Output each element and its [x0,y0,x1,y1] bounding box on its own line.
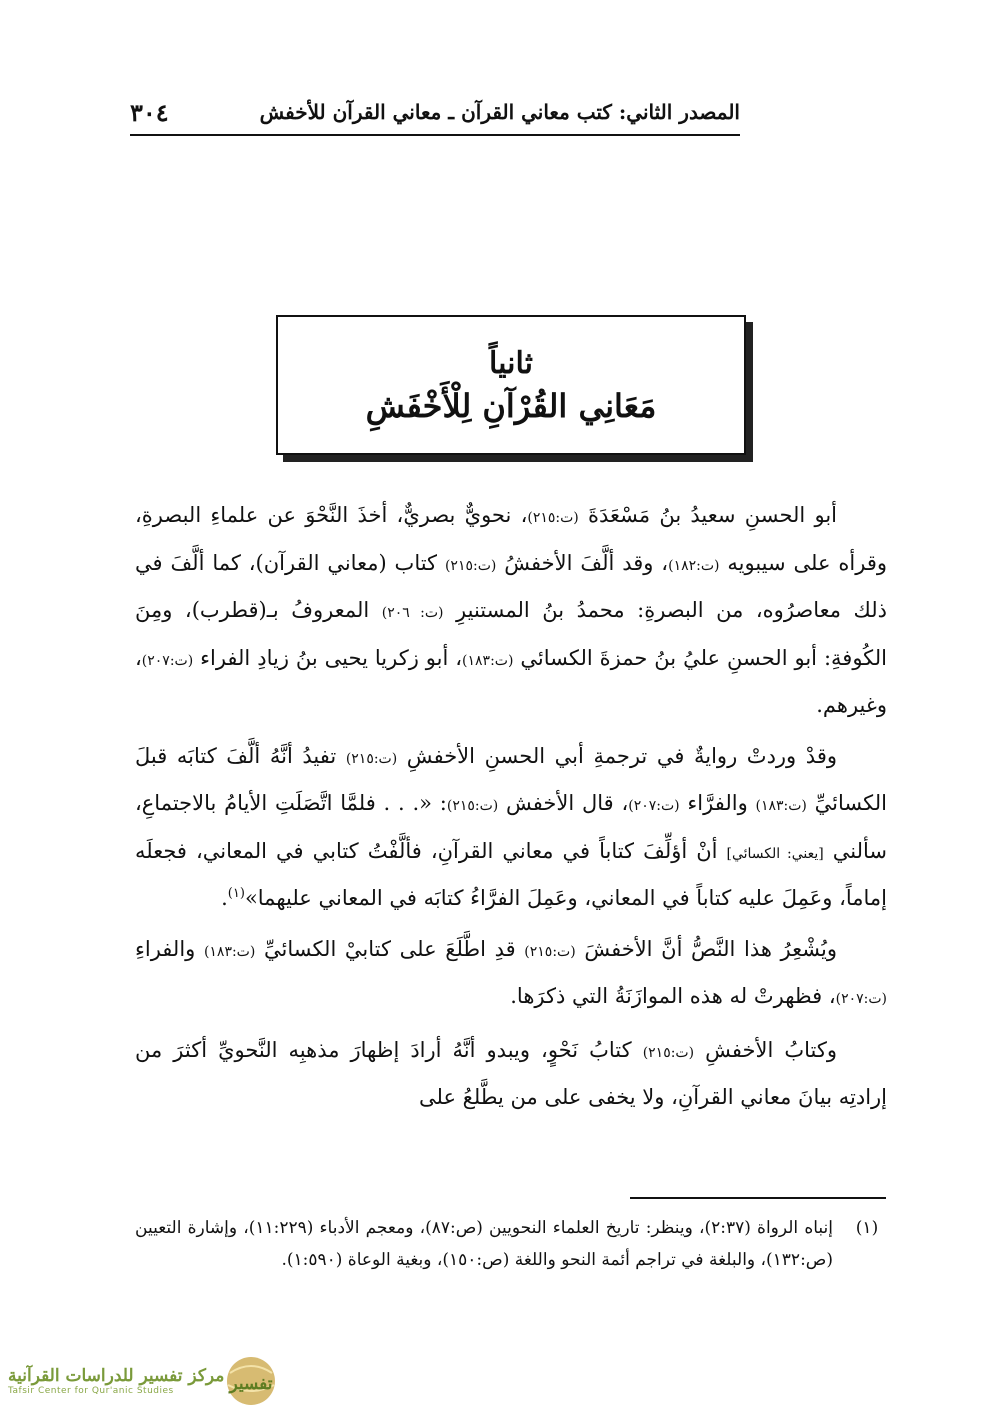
text-run: ، أبو زكريا يحيى بنُ زيادِ الفراء [193,645,463,670]
date-citation: (ت:٢١٥) [642,1044,695,1061]
logo-english-name: Tafsir Center for Qur'anic Studies [8,1386,174,1396]
date-citation: (ت:١٨٣) [462,652,514,669]
text-run: ، قال الأخفش [498,791,629,815]
paragraph-1 [135,493,887,728]
text-run: وقدْ وردتْ روايةٌ في ترجمةِ أبي الحسنِ الأخفشِ [397,743,837,768]
text-run: قدِ اطَّلَعَ على كتابيْ الكسائيِّ [255,936,525,961]
footnote-text: إنباه الرواة (٢:٣٧)، وينظر: تاريخ العلماء النحويين (ص:٨٧)، ومعجم الأدباء (١١:٢٢٩)، وإشارة التعيين (ص:١٣٢)، والبلغة في تراجم أئمة النحو واللغة (ص:١٥٠)، وبغية الوعاة (١:٥٩٠). [135,1218,833,1270]
logo-wordmark [8,1366,225,1396]
editor-note: [يعني: الكسائي] [726,845,824,862]
footnote-1 [135,1212,887,1276]
logo-emblem-text: تفسير [229,1374,273,1394]
text-run: وكتابُ الأخفشِ [694,1037,838,1062]
date-citation: (ت:٢١٥) [524,943,576,960]
paragraph-2 [135,734,887,921]
date-citation: (ت:٢١٥) [527,510,579,526]
section-title-box [276,315,746,455]
page-header [130,95,740,129]
section-number: ثانياً [488,345,534,381]
text-run: كتاب (معاني القرآن)، كما ألَّفَ في ذلك معاصرُوه، من البصرةِ: محمدُ بنُ المستنيرِ [135,550,887,622]
running-title: المصدر الثاني: كتب معاني القرآن ـ معاني القرآن للأخفش [259,100,740,124]
text-run: والفرَّاء [679,791,756,815]
date-citation: (ت:١٨٣) [203,943,256,960]
footnote-reference[interactable]: (١) [227,886,245,901]
text-run: كتابُ نَحْوٍ، ويبدو أنَّهُ أرادَ إظهارَ مذهبِه النَّحويِّ أكثرَ من إرادتِه بيانَ معاني القرآنِ، ولا يخفى على من يطَّلعُ على [135,1037,887,1109]
text-run: المعروفُ بـ(قطرب)، ومِنَ الكُوفةِ: أبو الحسنِ عليُ بنُ حمزةَ الكسائي [135,598,887,670]
paragraph-4 [135,1028,887,1120]
paragraph-3 [135,927,887,1022]
date-citation: (ت:٢١٥) [446,798,499,814]
page-number: ٣٠٤ [130,97,169,127]
text-run: ، فظهرتْ له هذه الموازَنَةُ التي ذكرَها. [510,984,836,1008]
date-citation: (ت:٢١٥) [345,750,398,767]
footnote-separator [630,1197,886,1199]
date-citation: (ت:١٨٢) [668,557,720,574]
date-citation: (ت:١٨٣) [755,798,807,814]
text-run: تفيدُ أنَّهُ ألَّفَ كتابَه قبلَ الكسائيِّ [135,743,887,815]
text-run: ، وغيرهم. [135,645,887,717]
header-rule [130,134,740,136]
footnote-number: (١) [855,1218,879,1238]
logo-arabic-name: مركز تفسير للدراسات القرآنية [8,1366,225,1386]
text-run: ، نحويٌّ بصريٌّ، أخذَ النَّحْوَ عن علماءِ البصرةِ، وقرأه على سيبويه [135,503,887,575]
text-run: : «. . . فلمَّا اتَّصَلَتِ الأيامُ بالاجتماعِ، سألني [135,791,887,863]
date-citation: (ت: ٢٠٦) [381,605,444,621]
tafsir-emblem-icon [216,1353,286,1409]
text-run: أنْ أؤلِّفَ كتاباً في معاني القرآنِ، فألَّفْتُ كتابي في المعاني، فجعلَه إماماً، وعَمِلَ عليه كتاباً في المعاني، وعَمِلَ الفرَّاءُ كتابَه في المعاني عليهما» [135,838,887,910]
date-citation: (ت:٢١٥) [444,557,497,574]
text-run: ، وقد ألَّفَ الأخفشُ [496,550,669,575]
text-run: والفراءِ [135,936,204,961]
body-text [135,493,887,1126]
date-citation: (ت:٢٠٧) [628,798,680,814]
date-citation: (ت:٢٠٧) [835,991,887,1007]
publisher-logo [8,1352,290,1410]
text-run: . [221,886,228,910]
section-heading: مَعَانِي القُرْآنِ لِلْأَخْفَشِ [365,386,657,425]
date-citation: (ت:٢٠٧) [141,652,194,669]
text-run: أبو الحسنِ سعيدُ بنُ مَسْعَدَةَ [578,503,838,527]
text-run: ويُشْعِرُ هذا النَّصُّ أنَّ الأخفشَ [575,936,837,961]
